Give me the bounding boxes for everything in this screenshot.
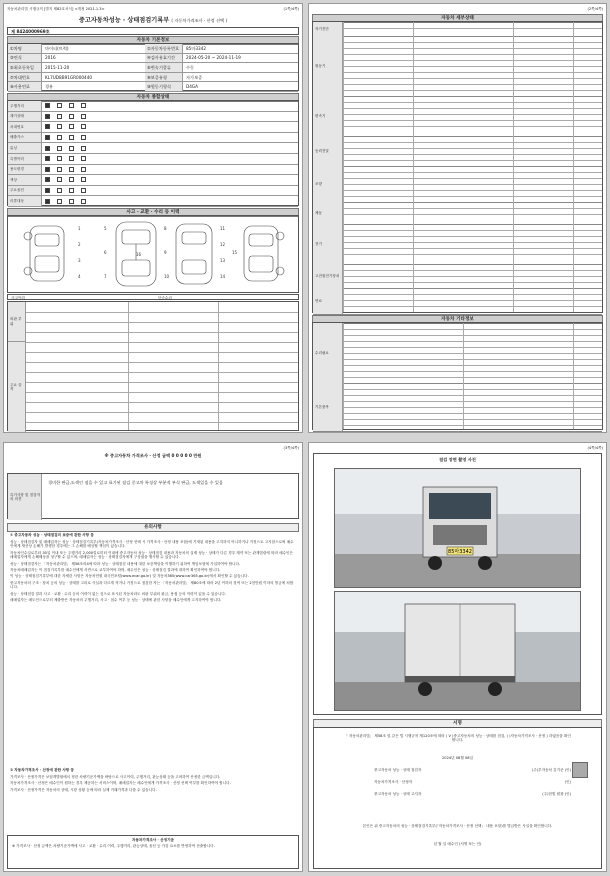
form-header-ref: 자동차관리법 시행규칙 [별지 제82호서식] <개정 2021.1.3> bbox=[7, 7, 105, 11]
license-plate-text: 85마3342 bbox=[448, 549, 472, 555]
detail-row-line bbox=[343, 84, 602, 85]
basic-info-value: 2015-11-20 bbox=[45, 64, 70, 70]
basic-info-label2: ④검사유효기간 bbox=[145, 54, 183, 63]
special-notes-text: 경미한 판금,도색인 점을 수 있고 표기된 점검 중고차 특징상 부분적 부식 판금, 도색있을 수 있음 bbox=[48, 480, 224, 485]
basic-info-value2: 2024-05-20 ~ 2024-11-19 bbox=[186, 55, 241, 61]
basic-info-table bbox=[7, 43, 299, 91]
status-label: 계기상태 bbox=[8, 112, 42, 122]
detail-row-line bbox=[343, 142, 602, 143]
doc-number-bar bbox=[7, 27, 299, 35]
exterior-parts-label: 외판 부위 bbox=[8, 302, 26, 342]
detail-group-label: 변속기 bbox=[313, 96, 343, 136]
special-notes-label: 특기사항 및 점검자의 의견 bbox=[8, 474, 42, 520]
status-checkbox bbox=[57, 199, 62, 204]
parts-row-line bbox=[26, 422, 298, 423]
parts-row-line bbox=[26, 332, 298, 333]
basic-info-label2: ⑧보증유형 bbox=[145, 73, 183, 82]
status-checkbox bbox=[81, 188, 86, 193]
status-checkbox bbox=[57, 156, 62, 161]
other-row-line bbox=[343, 365, 602, 366]
parts-row-line bbox=[26, 342, 298, 343]
basic-info-label: ③연식 bbox=[8, 54, 42, 63]
notice-paragraph: 자동차매매업자는 이 점검기록부를 매수인에게 서면으로 교부하여야 하며, 매수인은 성능 · 상태점검 결과에 대하여 확인하여야 합니다. bbox=[10, 568, 221, 573]
signature-box bbox=[313, 727, 602, 869]
parts-row-line bbox=[26, 312, 298, 313]
status-checkbox bbox=[57, 124, 62, 129]
detail-group bbox=[313, 202, 602, 225]
other-row-line bbox=[343, 341, 602, 342]
detail-row-line bbox=[343, 102, 602, 103]
parts-row-line bbox=[26, 412, 298, 413]
status-checkbox bbox=[45, 156, 50, 161]
basic-info-section: 자동차 기본정보 bbox=[7, 36, 299, 45]
basic-info-value2: 자가보증 bbox=[186, 74, 203, 80]
basic-info-value: 마이티(트럭) bbox=[45, 45, 69, 51]
other-row-line bbox=[343, 389, 602, 390]
detail-group bbox=[313, 166, 602, 203]
accident-history-label: 사고이력 bbox=[11, 295, 25, 300]
page-3 bbox=[3, 442, 303, 872]
detail-row-line bbox=[343, 306, 602, 307]
other-row-line bbox=[343, 371, 602, 372]
other-info-section: 자동차 기타정보 bbox=[312, 315, 603, 324]
basic-info-row bbox=[8, 73, 298, 83]
svg-text:3: 3 bbox=[78, 258, 81, 263]
signature-title: 서명 bbox=[313, 719, 602, 728]
price-title: ※ 중고자동차 가격조사 · 산정 금액 bbox=[104, 453, 171, 458]
status-row bbox=[8, 175, 298, 186]
detail-group bbox=[313, 288, 602, 315]
parts-row-line bbox=[26, 392, 298, 393]
detail-group-label: 자기진단 bbox=[313, 22, 343, 36]
parts-row-line bbox=[26, 402, 298, 403]
detail-col-line bbox=[513, 22, 514, 312]
other-row-line bbox=[343, 419, 602, 420]
detail-col-line bbox=[413, 22, 414, 312]
other-row-line bbox=[343, 359, 602, 360]
page-number: (4쪽/4쪽) bbox=[587, 446, 603, 450]
other-row-line bbox=[343, 335, 602, 336]
status-checkbox bbox=[81, 156, 86, 161]
status-row bbox=[8, 154, 298, 165]
basic-info-row bbox=[8, 82, 298, 92]
status-label: 특별이력 bbox=[8, 154, 42, 164]
detail-row-line bbox=[343, 214, 602, 215]
doc-number: 8424000969호 bbox=[16, 29, 50, 34]
price-paragraphs bbox=[10, 775, 296, 794]
status-checkbox bbox=[45, 146, 50, 151]
notice-paragraph: 중고자동차의 구조 · 장치 등의 성능 · 상태를 고의로 사실과 다르게 적거나 거짓으로 점검한 자는 「자동차관리법」 제80조에 따라 2년 이하의 징역 또는 2천만원 이하의 벌금에 처합니다. bbox=[10, 580, 294, 590]
status-checkbox bbox=[69, 156, 74, 161]
signer-name: (주)부자동차 김기준 (인) bbox=[531, 768, 571, 772]
status-label: 용도변경 bbox=[8, 165, 42, 175]
price-value: 0 0 0 0 0 만원 bbox=[171, 453, 202, 458]
notice-paragraph: 성능 · 상태점검자 및 매매업자는 성능 · 상태점검기록부(자동차가격조사 · 산정 선택 시 가격조사 · 산정 내용 포함)에 기재된 내용을 고지하지 아니하거나 거짓으로 고지함으로써 매수인에게 재산상 손해가 발생한 경우에는 그 손해를 배상할 책임이 있습니다. bbox=[10, 540, 294, 549]
status-checkbox bbox=[45, 177, 50, 182]
svg-text:14: 14 bbox=[220, 274, 226, 279]
status-checkbox bbox=[69, 146, 74, 151]
other-row-line bbox=[343, 353, 602, 354]
basic-info-value2: 85마3342 bbox=[186, 45, 207, 51]
signer-label: 중고자동차 성능 · 상태 고지자 bbox=[374, 792, 422, 796]
status-checkbox bbox=[45, 199, 50, 204]
detail-row-line bbox=[343, 72, 602, 73]
signer-row bbox=[374, 768, 571, 772]
status-checkbox bbox=[45, 114, 50, 119]
status-checkbox bbox=[57, 103, 62, 108]
detail-row-line bbox=[343, 120, 602, 121]
detail-row-line bbox=[343, 282, 602, 283]
status-row bbox=[8, 143, 298, 154]
basic-info-label2: ⑩원동기형식 bbox=[145, 82, 183, 91]
status-row bbox=[8, 186, 298, 197]
detail-row-line bbox=[343, 230, 602, 231]
signer-label: 자동차가격조사 · 산정자 bbox=[374, 780, 413, 784]
detail-group-label: 고전원전기장치 bbox=[313, 264, 343, 288]
detail-group bbox=[313, 96, 602, 137]
detail-row-line bbox=[343, 126, 602, 127]
detail-row-line bbox=[343, 248, 602, 249]
price-paragraph: 자동차가격조사 · 산정은 매수인이 원하는 경우 제공하는 서비스이며, 매매업자는 매수인에게 가격조사 · 산정 선택 여부를 확인하여야 합니다. bbox=[10, 781, 231, 786]
svg-text:7: 7 bbox=[104, 274, 107, 279]
status-checkbox bbox=[81, 146, 86, 151]
basic-info-label: ①차명 bbox=[8, 44, 42, 53]
detail-row-line bbox=[343, 114, 602, 115]
other-row-line bbox=[343, 407, 602, 408]
basic-info-row bbox=[8, 63, 298, 73]
svg-text:6: 6 bbox=[104, 250, 107, 255]
detail-row-line bbox=[343, 242, 602, 243]
parts-row-line bbox=[26, 322, 298, 323]
price-standard-text: ※ 가격조사 · 산정 금액은 차량기준가액에 사고 · 교환 · 수리 이력, 주행거리, 관능상태, 옵션 등 가감 요소를 반영하여 산출합니다. bbox=[12, 844, 215, 849]
status-checkbox bbox=[69, 135, 74, 140]
status-checkboxes bbox=[42, 156, 87, 161]
detail-row-line bbox=[343, 190, 602, 191]
status-checkbox bbox=[45, 188, 50, 193]
status-label: 차대번호 bbox=[8, 122, 42, 132]
detail-group-label: 조향 bbox=[313, 166, 343, 202]
other-group-label: 수리필요 bbox=[313, 323, 343, 383]
status-checkboxes bbox=[42, 135, 87, 140]
status-label: 리콜대상 bbox=[8, 196, 42, 206]
basic-info-value: 2016 bbox=[45, 55, 56, 61]
detail-group-label: 전기 bbox=[313, 224, 343, 264]
status-checkboxes bbox=[42, 177, 87, 182]
status-checkboxes bbox=[42, 188, 87, 193]
status-checkbox bbox=[57, 177, 62, 182]
other-row-line bbox=[343, 347, 602, 348]
basic-info-value: 경유 bbox=[45, 84, 54, 90]
detail-row-line bbox=[343, 184, 602, 185]
status-checkboxes bbox=[42, 114, 87, 119]
detail-group bbox=[313, 36, 602, 97]
svg-text:15: 15 bbox=[232, 250, 238, 255]
price-standard-box bbox=[7, 835, 299, 869]
parts-row-line bbox=[26, 372, 298, 373]
svg-text:2: 2 bbox=[78, 242, 81, 247]
page-1 bbox=[3, 3, 303, 433]
overall-status-section: 자동차 종합상태 bbox=[7, 93, 299, 102]
other-row-line bbox=[343, 329, 602, 330]
basic-info-label: ⑦차대번호 bbox=[8, 73, 42, 82]
status-checkbox bbox=[57, 135, 62, 140]
status-checkbox bbox=[81, 124, 86, 129]
detail-row-line bbox=[343, 236, 602, 237]
truck-front-photo bbox=[334, 468, 581, 588]
detail-group-label: 제동 bbox=[313, 202, 343, 224]
signer-row bbox=[374, 780, 571, 784]
status-checkbox bbox=[45, 135, 50, 140]
status-checkbox bbox=[69, 167, 74, 172]
receipt-line: 년 월 일 매수인 (서명 또는 인) bbox=[433, 842, 482, 846]
detail-row-line bbox=[343, 28, 602, 29]
detail-row-line bbox=[343, 276, 602, 277]
detail-row-line bbox=[343, 196, 602, 197]
svg-text:8: 8 bbox=[164, 226, 167, 231]
status-checkboxes bbox=[42, 167, 87, 172]
basic-info-value2: 수동 bbox=[186, 64, 195, 70]
basic-info-row bbox=[8, 44, 298, 54]
notice-paragraphs bbox=[10, 540, 296, 604]
detail-row-line bbox=[343, 172, 602, 173]
notice-subtitle: ① 중고자동차 성능 · 상태점검의 보증에 관한 사항 등 bbox=[10, 533, 94, 537]
detail-group-label: 원동기 bbox=[313, 36, 343, 96]
detail-status-table bbox=[312, 21, 603, 313]
signer-label: 중고자동차 성능 · 상태 점검자 bbox=[374, 768, 422, 772]
detail-row-line bbox=[343, 108, 602, 109]
page-number: (1쪽/4쪽) bbox=[283, 7, 299, 11]
detail-row-line bbox=[343, 208, 602, 209]
other-info-table bbox=[312, 322, 603, 430]
signer-name: (인) bbox=[564, 780, 571, 784]
car-diagram-area bbox=[7, 215, 299, 293]
detail-row-line bbox=[343, 48, 602, 49]
svg-text:12: 12 bbox=[220, 242, 226, 247]
status-row bbox=[8, 196, 298, 207]
svg-text:11: 11 bbox=[220, 226, 226, 231]
status-checkbox bbox=[45, 103, 50, 108]
status-checkbox bbox=[57, 114, 62, 119]
price-subtitle: ② 자동차가격조사 · 산정에 관한 사항 등 bbox=[10, 768, 74, 772]
svg-text:9: 9 bbox=[164, 250, 167, 255]
status-row bbox=[8, 122, 298, 133]
parts-row-line bbox=[26, 352, 298, 353]
detail-row-line bbox=[343, 300, 602, 301]
basic-info-label: ⑨사용연료 bbox=[8, 82, 42, 91]
car-outline-diagram bbox=[8, 216, 300, 292]
detail-row-line bbox=[343, 60, 602, 61]
status-checkbox bbox=[69, 188, 74, 193]
notice-paragraph: 자동차인수일로부터 30일 이내 또는 주행거리 2,000킬로미터 이내에 중고자동차 성능 · 상태점검 내용과 자동차의 실제 성능 · 상태가 다른 경우 계약 또는 관계법령에 따라 매수인은 매매업자에게 손해배상을 청구할 수 있으며, 매매업자는 성능 · 상태점검자에게 구상권을 행사할 수 있습니다. bbox=[10, 550, 293, 560]
notice-paragraph: 성능 · 상태점검 결과 사고 · 교환 · 수리 등의 이력이 없는 것으로 표시된 자동차라도 외판 부위의 판금, 용접 등의 이력이 있을 수 있습니다. bbox=[10, 591, 226, 596]
parts-col-line bbox=[218, 302, 219, 430]
signer-row bbox=[374, 792, 571, 796]
parts-row-line bbox=[26, 382, 298, 383]
other-group-label: 기본품목 bbox=[313, 383, 343, 431]
svg-text:16: 16 bbox=[136, 252, 142, 257]
status-checkbox bbox=[57, 167, 62, 172]
svg-text:1: 1 bbox=[78, 226, 81, 231]
page-number: (2쪽/4쪽) bbox=[587, 7, 603, 11]
detail-row-line bbox=[343, 148, 602, 149]
svg-text:5: 5 bbox=[104, 226, 107, 231]
detail-row-line bbox=[343, 270, 602, 271]
detail-status-section: 자동차 세부상태 bbox=[312, 14, 603, 23]
accident-summary-row bbox=[7, 294, 299, 300]
status-checkbox bbox=[57, 146, 62, 151]
detail-group-label: 연료 bbox=[313, 288, 343, 314]
price-check-option: ( 자동차가격조사 · 산정 선택 ) bbox=[171, 18, 228, 23]
signer-name: (주)한빛 원창 (인) bbox=[542, 792, 571, 796]
svg-text:10: 10 bbox=[164, 274, 170, 279]
document-title: 중고자동차성능 · 상태점검기록부 bbox=[78, 17, 170, 24]
parts-table bbox=[7, 301, 299, 431]
detail-group bbox=[313, 136, 602, 167]
other-col-line bbox=[343, 323, 344, 429]
status-label: 주요옵션 bbox=[8, 186, 42, 196]
basic-info-label2: ⑥변속기종류 bbox=[145, 63, 183, 72]
basic-info-value: KL7UD8B91GR000440 bbox=[45, 74, 93, 80]
detail-row-line bbox=[343, 294, 602, 295]
basic-info-row bbox=[8, 54, 298, 64]
status-row bbox=[8, 112, 298, 123]
status-label: 배출가스 bbox=[8, 133, 42, 143]
other-row-line bbox=[343, 401, 602, 402]
status-checkbox bbox=[81, 114, 86, 119]
page-number: (3쪽/4쪽) bbox=[283, 446, 299, 450]
detail-row-line bbox=[343, 178, 602, 179]
detail-row-line bbox=[343, 160, 602, 161]
status-checkbox bbox=[81, 177, 86, 182]
status-checkbox bbox=[69, 199, 74, 204]
status-label: 주행거리 bbox=[8, 101, 42, 111]
status-checkbox bbox=[81, 199, 86, 204]
overall-status-table bbox=[7, 100, 299, 206]
notice-paragraph: 성능 · 상태점검자는 「자동차관리법」 제58조의4에 따라 성능 · 상태점검 내용에 대한 보증책임을 이행하기 위하여 책임보험에 가입하여야 합니다. bbox=[10, 561, 241, 566]
status-checkboxes bbox=[42, 199, 87, 204]
photo-title: 점검 장면 촬영 사진 bbox=[439, 457, 476, 462]
notice-paragraph: 이 성능 · 상태점검기록부에 대한 자세한 사항은 자동차민원 대국민포털(www.ecar.go.kr) 및 자동차365(www.car365.go.kr)에서 확인할 수 있습니다. bbox=[10, 574, 249, 579]
status-row bbox=[8, 133, 298, 144]
status-checkbox bbox=[69, 103, 74, 108]
notice-title: 유의사항 bbox=[7, 523, 299, 532]
svg-text:4: 4 bbox=[78, 274, 81, 279]
detail-group bbox=[313, 224, 602, 265]
status-checkboxes bbox=[42, 103, 87, 108]
other-row-line bbox=[343, 413, 602, 414]
detail-group-label: 동력전달 bbox=[313, 136, 343, 166]
doc-number-label: 제 bbox=[11, 29, 16, 34]
basic-info-value2: D4GA bbox=[186, 84, 198, 90]
photo-section bbox=[313, 453, 602, 715]
status-checkbox bbox=[45, 124, 50, 129]
parts-row-line bbox=[26, 362, 298, 363]
detail-group bbox=[313, 22, 602, 37]
page-2 bbox=[308, 3, 607, 433]
signature-date: 2024년 08월 08일 bbox=[442, 756, 473, 760]
status-checkboxes bbox=[42, 124, 87, 129]
other-row-line bbox=[343, 395, 602, 396]
other-group bbox=[313, 323, 602, 384]
detail-row-line bbox=[343, 66, 602, 67]
notice-paragraph: 매매업자는 매도인으로부터 제출받은 자동차의 주행거리, 사고 · 침수 여부 등 성능 · 상태에 관한 사항을 매수인에게 고지하여야 합니다. bbox=[10, 598, 222, 603]
status-label: 튜닝 bbox=[8, 143, 42, 153]
signature-statement: 「 자동차관리법」 제58조 및 같은 법 시행규칙 제120조에 따라 ( V )중고자동차의 성능 · 상태를 점검, ( )자동차가격조사 · 산정 ) 하였음을 확인합니다. bbox=[344, 734, 571, 743]
other-col-line bbox=[573, 323, 574, 429]
receipt-statement: 본인은 위 중고자동차의 성능 · 상태점검기록부(「자동차가격조사 · 산정 선택」 내용 포함)를 발급받은 사실을 확인합니다. bbox=[362, 824, 553, 828]
status-checkbox bbox=[45, 167, 50, 172]
simple-repair-label: 단순수리 bbox=[158, 295, 172, 300]
basic-info-label: ⑤최초등록일 bbox=[8, 63, 42, 72]
status-row bbox=[8, 165, 298, 176]
price-standard-title: 자동차가격조사 · 산정기준 bbox=[131, 838, 175, 842]
truck-rear-photo bbox=[334, 591, 581, 711]
detail-col-line bbox=[343, 22, 344, 312]
status-checkbox bbox=[69, 114, 74, 119]
status-checkboxes bbox=[42, 146, 87, 151]
special-notes-box bbox=[7, 473, 299, 519]
parts-col-line bbox=[128, 302, 129, 430]
price-paragraph: 가격조사 · 산정가격은 자동차의 상태, 시장 상황 등에 따라 실제 거래가격과 다를 수 있습니다. bbox=[10, 787, 157, 792]
status-checkbox bbox=[81, 103, 86, 108]
seal-stamp bbox=[572, 762, 588, 778]
page-4 bbox=[308, 442, 607, 872]
other-row-line bbox=[343, 425, 602, 426]
main-frame-label: 주요 골격 bbox=[8, 342, 26, 432]
detail-row-line bbox=[343, 254, 602, 255]
status-checkbox bbox=[81, 167, 86, 172]
accident-history-section: 사고 · 교환 · 수리 등 이력 bbox=[7, 208, 299, 217]
detail-row-line bbox=[343, 154, 602, 155]
other-col-line bbox=[463, 323, 464, 429]
status-checkbox bbox=[81, 135, 86, 140]
status-row bbox=[8, 101, 298, 112]
other-group bbox=[313, 383, 602, 432]
status-label: 색상 bbox=[8, 175, 42, 185]
detail-row-line bbox=[343, 90, 602, 91]
price-paragraph: 가격조사 · 산정가격은 보험개발원에서 정한 차량기준가액을 바탕으로 사고이력, 주행거리, 관능상태 등을 고려하여 산정한 금액입니다. bbox=[10, 775, 221, 779]
detail-row-line bbox=[343, 54, 602, 55]
detail-row-line bbox=[343, 42, 602, 43]
detail-col-line bbox=[573, 22, 574, 312]
other-row-line bbox=[343, 377, 602, 378]
detail-row-line bbox=[343, 78, 602, 79]
svg-text:13: 13 bbox=[220, 258, 226, 263]
status-checkbox bbox=[69, 124, 74, 129]
status-checkbox bbox=[69, 177, 74, 182]
detail-group bbox=[313, 264, 602, 289]
basic-info-label2: ②자동차등록번호 bbox=[145, 44, 183, 53]
status-checkbox bbox=[57, 188, 62, 193]
